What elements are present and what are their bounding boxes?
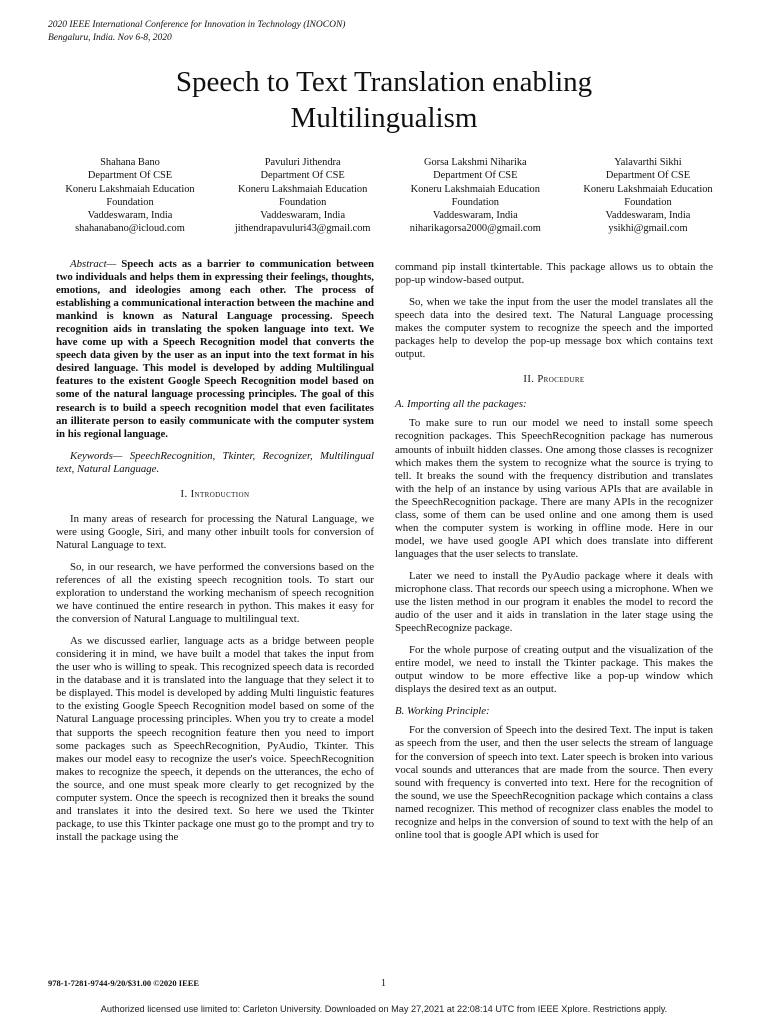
author-location: Vaddeswaram, India	[87, 210, 173, 222]
subsection-heading-working-principle: B. Working Principle:	[395, 705, 490, 718]
procedure-paragraph-1: To make sure to run our model we need to install some speech recognition packages. This SpeechRecognition package has numerous amounts of inbuilt hidden classes. One among those classes is recognizer which makes them the system to recognize what the source is trying to tell. It breaks the sound with the frequency distribution and translates with the help of an instance by using various APIs that are available in the SpeechRecognition package. There are many APIs in the recognizer class, some of them can be used online and one among them is used when the computer system is working in offline mode. Here in our model, we have used google API which does translate into different languages that the user selects to translate.	[395, 417, 713, 560]
author-1	[46, 156, 214, 236]
section-heading-introduction: I. Introduction	[180, 488, 250, 500]
intro-paragraph-1: In many areas of research for processing the Natural Language, we were using Google, Siri, and many other inbuilt tools for conversion of Natural Language to text.	[56, 512, 374, 551]
author-location: Vaddeswaram, India	[605, 210, 691, 222]
conference-line-1: 2020 IEEE International Conference for Innovation in Technology (INOCON)	[48, 20, 346, 30]
author-email: shahanabano@icloud.com	[75, 223, 185, 235]
right-paragraph-1: command pip install tkintertable. This package allows us to obtain the pop-up window-based output.	[395, 261, 713, 287]
author-2	[219, 156, 387, 236]
author-name: Gorsa Lakshmi Niharika	[423, 157, 527, 168]
working-principle-paragraph: For the conversion of Speech into the desired Text. The input is taken as speech from the user, and then the user selects the stream of language for the conversion of speech into text. Later speech is broken into various vocal sounds and utterances that are made from the source. Then every sound with frequency is converted into text. Here for the recognition of the sound, we use the SpeechRecognition package which contains a class named recognizer. This method of recognizer class enables the model to recognize and helps in the conversion of sound to text with the help of an online tool that is google API which is used for	[395, 724, 713, 841]
intro-paragraph-3: As we discussed earlier, language acts as a bridge between people considering it in mind, we have built a model that takes the input from the user who is willing to speak. This recognized speech data is recorded in the database and it is translated into the language that they select it to be displayed. This model is developed by adding Multi linguistic features to the existing Google Speech Recognition model based on some of the Natural Language processing principles. When you try to create a model that supports the speech recognition feature then you need to import some packages such as SpeechRecognition, PyAudio, Tkinter. This makes our model easy to recognize the user's voice. SpeechRecognition makes to recognize the speech, it depends on the utterances, the echo of the source, and one must speak more clearly to get recognized by the computer system. Once the speech is recognized then it breaks the sound and translates it into the desired text. So here we used the Tkinter package, to use this Tkinter package one must go to the prompt and try to install the package using the	[56, 635, 374, 843]
right-paragraph-2: So, when we take the input from the user the model translates all the speech data into the desired text. The Natural Language processing makes the computer system to recognize the speech and the imported packages help to develop the pop-up message box which contains text output.	[395, 296, 713, 361]
author-4	[564, 156, 732, 236]
paper-title-line-2: Multilingualism	[290, 102, 478, 134]
conference-line-2: Bengaluru, India. Nov 6-8, 2020	[48, 33, 172, 43]
author-dept: Department Of CSE	[605, 170, 691, 182]
conference-header	[48, 19, 345, 45]
author-name: Shahana Bano	[100, 157, 160, 168]
keywords: Keywords— SpeechRecognition, Tkinter, Recognizer, Multilingual text, Natural Language.	[56, 449, 374, 475]
author-org-2: Foundation	[278, 196, 327, 208]
author-dept: Department Of CSE	[87, 170, 173, 182]
author-org-2: Foundation	[106, 196, 154, 208]
author-location: Vaddeswaram, India	[260, 210, 346, 222]
subsection-heading-packages: A. Importing all the packages:	[395, 398, 527, 411]
left-column	[56, 258, 374, 853]
author-block	[46, 156, 732, 236]
abstract-label: Abstract—	[70, 258, 117, 270]
paper-title	[0, 64, 768, 136]
author-org-2: Foundation	[451, 196, 499, 208]
abstract-text: Speech acts as a barrier to communication between two individuals and helps them in expressing their feelings, thoughts, emotions, and ideologies among each other. The process of establishing a communicational interaction between the machine and mankind is known as Natural Language processing. Speech recognition aids in translating the spoken language into text. We have come up with a Speech Recognition model that converts the speech data given by the user as an input into the text format in his desired language. This model is developed by adding Multilingual features to the existent Google Speech Recognition model based on some of the natural language processing principles. The goal of this research is to build a speech recognition model that even facilitates an illiterate person to easily communicate with the computer system in his regional language.	[56, 258, 374, 440]
procedure-paragraph-2: Later we need to install the PyAudio package where it deals with microphone class. That records our speech using a microphone. When we use the listen method in our program it enables the model to record the audio of the user and it aids in translation in the later stage using the SpeechRecognize package.	[395, 569, 714, 635]
author-dept: Department Of CSE	[433, 170, 518, 182]
author-org: Koneru Lakshmaiah Education	[65, 183, 195, 195]
author-name: Yalavarthi Sikhi	[614, 157, 682, 168]
author-org: Koneru Lakshmaiah Education	[410, 183, 540, 195]
abstract	[56, 258, 374, 441]
author-org-2: Foundation	[624, 196, 672, 208]
author-email: niharikagorsa2000@gmail.com	[409, 223, 541, 235]
section-heading-procedure: II. Procedure	[523, 374, 585, 386]
author-org: Koneru Lakshmaiah Education	[583, 183, 713, 195]
author-3	[391, 156, 559, 236]
author-email: jithendrapavuluri43@gmail.com	[234, 223, 371, 235]
right-column	[395, 261, 713, 851]
author-org: Koneru Lakshmaiah Education	[238, 183, 368, 195]
author-name: Pavuluri Jithendra	[264, 157, 341, 168]
author-location: Vaddeswaram, India	[432, 210, 518, 222]
author-dept: Department Of CSE	[260, 170, 345, 182]
paper-title-line-1: Speech to Text Translation enabling	[175, 66, 593, 98]
page-number: 1	[381, 978, 386, 989]
intro-paragraph-2: So, in our research, we have performed the conversions based on the references of all the existing speech recognition tools. To start our exploration to understand the working mechanism of speech recognition we have continued the entire research in python. This makes it easy for the conversion of Natural Language to multilingual text.	[56, 560, 374, 626]
authorized-use-notice: Authorized licensed use limited to: Carleton University. Downloaded on May 27,2021 at 22:08:14 UTC from IEEE Xplore. Restrictions apply.	[100, 1004, 668, 1014]
procedure-paragraph-3: For the whole purpose of creating output and the visualization of the entire model, we need to install the Tkinter package. This makes the output window to be more effective like a pop-up window which displays the desired text as an output.	[395, 644, 713, 696]
footer-isbn: 978-1-7281-9744-9/20/$31.00 ©2020 IEEE	[48, 978, 200, 988]
author-email: ysikhi@gmail.com	[608, 223, 688, 235]
